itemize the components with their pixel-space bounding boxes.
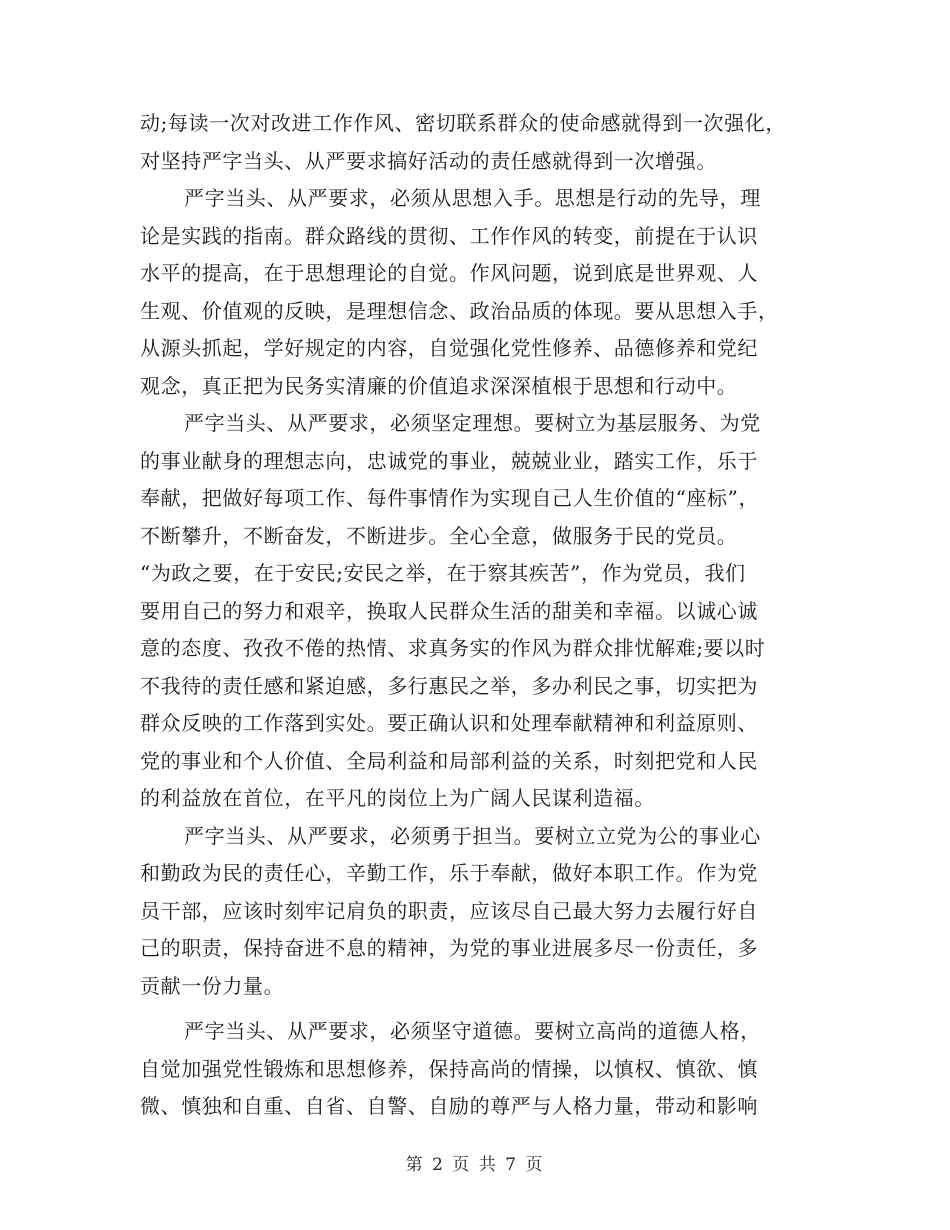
text-line: 员干部，应该时刻牢记肩负的职责，应该尽自己最大努力去履行好自: [140, 898, 758, 923]
text-line: 奉献，把做好每项工作、每件事情作为实现自己人生价值的“座标”，: [140, 486, 760, 510]
text-line: 贡献一份力量。: [140, 973, 285, 998]
paragraph: [140, 1013, 802, 1126]
text-line: 动;每读一次对改进工作作风、密切联系群众的使命感就得到一次强化，: [140, 111, 786, 135]
text-line: 和勤政为民的责任心，辛勤工作，乐于奉献，做好本职工作。作为党: [140, 861, 758, 885]
text-line: 自觉加强党性锻炼和思想修养，保持高尚的情操，以慎权、慎欲、慎: [140, 1056, 758, 1081]
paragraph: [140, 405, 802, 818]
text-line: 严字当头、从严要求，必须从思想入手。思想是行动的先导，理: [184, 186, 761, 210]
text-line: 严字当头、从严要求，必须坚守道德。要树立高尚的道德人格，: [184, 1019, 761, 1043]
paragraph: [140, 105, 802, 180]
text-line: 要用自己的努力和艰辛，换取人民群众生活的甜美和幸福。以诚心诚: [140, 598, 758, 623]
text-line: 生观、价值观的反映，是理想信念、政治品质的体现。要从思想入手，: [140, 298, 779, 323]
text-line: 微、慎独和自重、自省、自警、自励的尊严与人格力量，带动和影响: [140, 1094, 758, 1118]
paragraph: [140, 818, 802, 1006]
text-line: 从源头抓起，学好规定的内容，自觉强化党性修养、品德修养和党纪: [140, 336, 758, 360]
text-line: 观念，真正把为民务实清廉的价值追求深深植根于思想和行动中。: [140, 373, 738, 398]
text-line: 己的职责，保持奋进不息的精神，为党的事业进展多尽一份责任，多: [140, 936, 758, 960]
text-line: 的利益放在首位，在平凡的岗位上为广阔人民谋利造福。: [140, 786, 655, 810]
text-line: 不我待的责任感和紧迫感，多行惠民之举，多办利民之事，切实把为: [140, 673, 758, 698]
text-line: 群众反映的工作落到实处。要正确认识和处理奉献精神和利益原则、: [140, 711, 758, 735]
text-line: 不断攀升，不断奋发，不断进步。全心全意，做服务于民的党员。: [140, 523, 738, 548]
text-line: 意的态度、孜孜不倦的热情、求真务实的作风为群众排忧解难;要以时: [140, 636, 766, 660]
text-line: 严字当头、从严要求，必须坚定理想。要树立为基层服务、为党: [184, 411, 761, 435]
text-line: “为政之要，在于安民;安民之举，在于察其疾苦”，作为党员，我们: [140, 561, 746, 585]
paragraph-gap: [140, 1005, 802, 1013]
text-line: 水平的提高，在于思想理论的自觉。作风问题，说到底是世界观、人: [140, 261, 758, 285]
text-line: 论是实践的指南。群众路线的贯彻、工作作风的转变，前提在于认识: [140, 223, 758, 248]
paragraph: [140, 180, 802, 405]
text-line: 严字当头、从严要求，必须勇于担当。要树立立党为公的事业心: [184, 823, 761, 848]
page-number-footer: 第 2 页 共 7 页: [405, 1155, 545, 1175]
text-line: 党的事业和个人价值、全局利益和局部利益的关系，时刻把党和人民: [140, 748, 758, 773]
text-line: 对坚持严字当头、从严要求搞好活动的责任感就得到一次增强。: [140, 148, 717, 173]
document-body: [140, 105, 802, 1126]
text-line: 的事业献身的理想志向，忠诚党的事业，兢兢业业，踏实工作，乐于: [140, 448, 758, 473]
